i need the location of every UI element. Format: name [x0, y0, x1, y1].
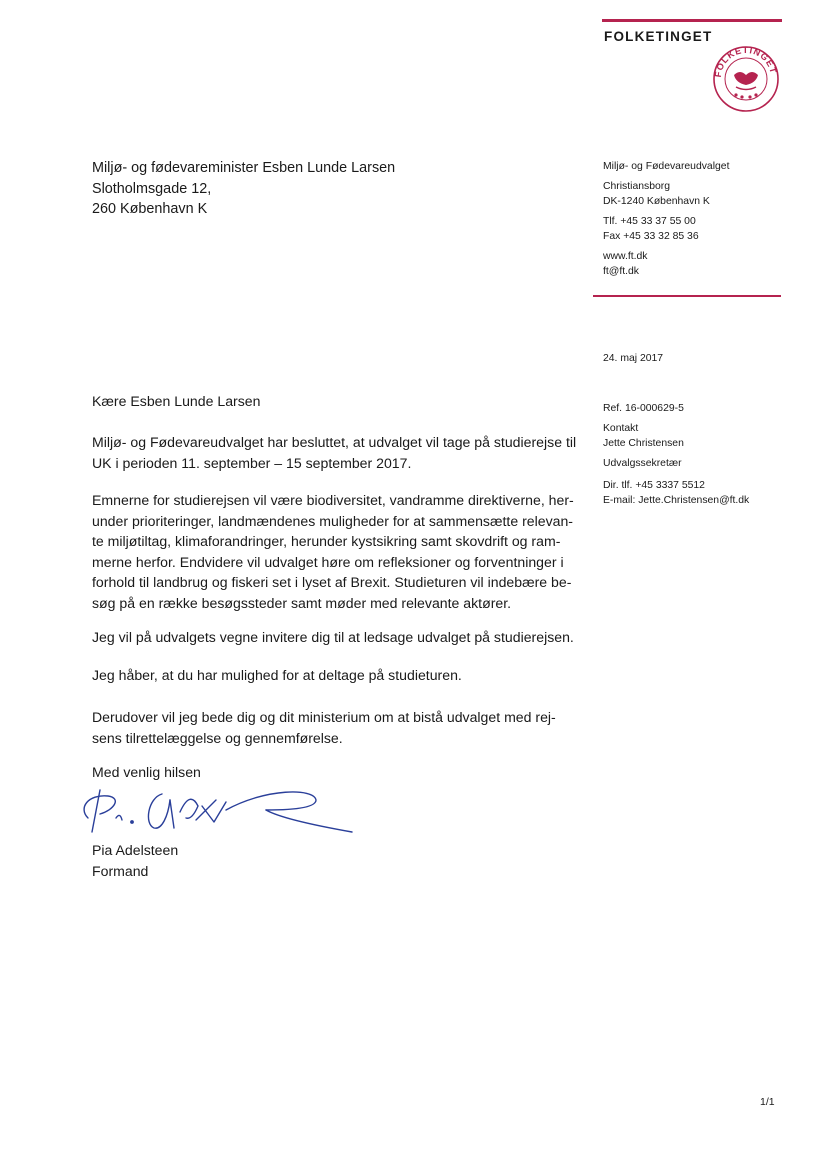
contact-label: Kontakt — [603, 423, 639, 434]
closing: Med venlig hilsen — [92, 764, 201, 780]
sender-address — [603, 180, 710, 209]
committee-name: Miljø- og Fødevareudvalget — [603, 161, 730, 172]
sidebar-divider — [593, 295, 781, 297]
contact-block — [603, 422, 684, 451]
text-line: sens tilrettelæggelse og gennemførelse. — [92, 729, 343, 746]
sender-phones — [603, 215, 699, 244]
paragraph-2 — [92, 490, 582, 613]
email-link[interactable]: ft@ft.dk — [603, 265, 639, 277]
signer-title: Formand — [92, 862, 149, 879]
text-line: under prioriteringer, landmændenes muligheder for at sammensætte relevan- — [92, 512, 573, 529]
text-line: Derudover vil jeg bede dig og dit ministerium om at bistå udvalget med rej- — [92, 709, 556, 725]
text-line: Miljø- og Fødevareudvalget har besluttet, at udvalget vil tage på studierejse til — [92, 434, 577, 450]
page-number: 1/1 — [760, 1096, 775, 1108]
text-line: te miljøtiltag, klimaforandringer, herunder kystsikring samt skovdrift og ram- — [92, 533, 561, 549]
organization-name: FOLKETINGET — [604, 29, 713, 44]
recipient-address — [92, 158, 395, 220]
text-line: søg på en række besøgssteder samt møder med relevante aktører. — [92, 594, 512, 611]
address-line: Christiansborg — [603, 181, 670, 192]
text-line: Emnerne for studierejsen vil være biodiversitet, vandramme direktiverne, her- — [92, 492, 574, 508]
signer-block — [92, 840, 178, 881]
text-line: forhold til landbrug og fiskeri set i lyset af Brexit. Studieturen vil indebære be- — [92, 574, 572, 590]
date-text: 24. maj 2017 — [603, 353, 664, 364]
contact-details — [603, 479, 749, 508]
salutation: Kære Esben Lunde Larsen — [92, 393, 261, 409]
paragraph-3: Jeg vil på udvalgets vegne invitere dig til at ledsage udvalget på studierejsen. — [92, 629, 574, 645]
contact-name: Jette Christensen — [603, 437, 684, 449]
contact-email-link[interactable]: E-mail: Jette.Christensen@ft.dk — [603, 494, 750, 506]
text-line: merne herfor. Endvidere vil udvalget høre om refleksioner og forventninger i — [92, 553, 564, 570]
text-line: UK i perioden 11. september – 15 september 2017. — [92, 454, 412, 471]
sender-online — [603, 250, 647, 279]
recipient-line: Miljø- og fødevareminister Esben Lunde Larsen — [92, 160, 396, 176]
letter-date — [603, 352, 663, 367]
handwritten-signature — [70, 776, 355, 840]
svg-text:FOLKETINGET — [713, 45, 779, 78]
header-accent-bar — [602, 19, 782, 22]
folketinget-seal-icon — [712, 45, 780, 113]
ref-text: Ref. 16-000629-5 — [603, 403, 684, 414]
phone-number: Tlf. +45 33 37 55 00 — [603, 216, 696, 227]
address-line: DK-1240 København K — [603, 195, 710, 207]
contact-title — [603, 457, 682, 472]
contact-title-text: Udvalgssekretær — [603, 458, 682, 469]
recipient-line: Slotholmsgade 12, — [92, 180, 212, 197]
paragraph-1 — [92, 432, 582, 473]
fax-number: Fax +45 33 32 85 36 — [603, 230, 699, 242]
sender-committee — [603, 160, 729, 175]
direct-phone: Dir. tlf. +45 3337 5512 — [603, 480, 705, 491]
reference-number — [603, 402, 684, 417]
seal-text: FOLKETINGET — [712, 45, 779, 78]
website-link[interactable]: www.ft.dk — [603, 251, 648, 262]
recipient-line: 260 København K — [92, 201, 208, 217]
paragraph-5 — [92, 707, 582, 748]
paragraph-4: Jeg håber, at du har mulighed for at deltage på studieturen. — [92, 667, 462, 683]
signer-name: Pia Adelsteen — [92, 842, 179, 858]
